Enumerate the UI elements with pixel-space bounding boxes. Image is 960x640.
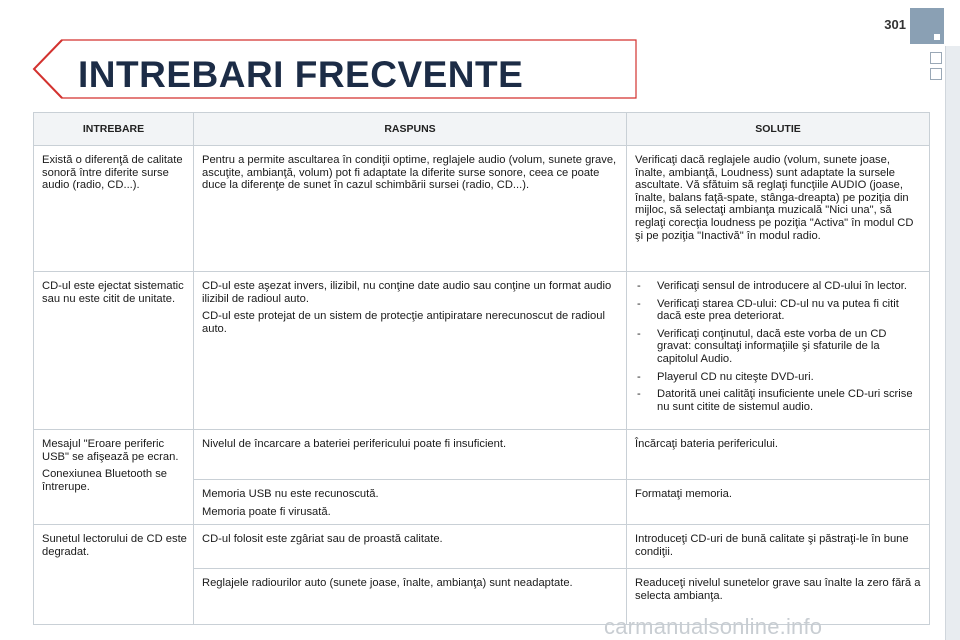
list-item: - Datorită unei calităţi insuficiente unele CD-uri scrise nu sunt citite de sistemul audio.: [635, 388, 923, 413]
solution-cell: [627, 430, 930, 480]
answer-text: CD-ul este protejat de un sistem de protecţie antipiratare nerecunoscut de radioul auto.: [202, 310, 605, 335]
solution-text: Verificaţi dacă reglajele audio (volum, sunete joase, înalte, ambianţă, Loudness) sunt adaptate la sursele ascultate. Vă sfătuim să reglaţi funcţiile AUDIO (joase, înalte, balans faţă-spate, stânga-dreapta) pe poziţia din mijloc, să selectaţi ambianţa muzicală "Nici una", să reglaţi corecţia loudness pe poziţia "Activa" în modul CD şi pe poziţia "Inactivă" în modul radio.: [635, 154, 914, 242]
question-text: Există o diferenţă de calitate sonoră între diferite surse audio (radio, CD...).: [42, 154, 183, 192]
header-question: INTREBARE: [34, 113, 194, 146]
answer-cell: [194, 525, 627, 569]
faq-table: [33, 112, 930, 625]
answer-cell: [194, 146, 627, 272]
answer-text: Memoria poate fi virusată.: [202, 505, 331, 518]
solution-text: Formataţi memoria.: [635, 488, 732, 500]
answer-cell: [194, 272, 627, 430]
page-number: 301: [884, 17, 906, 32]
list-item: - Verificaţi sensul de introducere al CD-ului în lector.: [635, 280, 923, 293]
solution-cell: [627, 272, 930, 430]
solution-text: Readuceţi nivelul sunetelor grave sau înalte la zero fără a selecta ambianţa.: [635, 577, 921, 602]
side-bar: [945, 46, 960, 640]
answer-text: Pentru a permite ascultarea în condiţii optime, reglajele audio (volum, sunete grave, ascuţite, ambianţă, volum) pot fi adaptate la diferite surse sonore, ceea ce poate duce la diferenţe de sunet în cazul schimbării sursei (radio, CD...).: [202, 154, 617, 192]
table-row: [34, 146, 930, 272]
table-row: [34, 525, 930, 569]
question-cell: [34, 525, 194, 625]
answer-cell: [194, 569, 627, 625]
solution-text: Încărcaţi bateria perifericului.: [635, 438, 779, 450]
question-text: Sunetul lectorului de CD este degradat.: [42, 533, 187, 558]
answer-text: CD-ul folosit este zgâriat sau de proastă calitate.: [202, 533, 443, 546]
answer-text: CD-ul este aşezat invers, ilizibil, nu conţine date audio sau conţine un format audio ilizibil de radioul auto.: [202, 280, 612, 305]
nav-square-2: [930, 68, 942, 80]
header-solution: SOLUTIE: [627, 113, 930, 146]
list-item: - Playerul CD nu citeşte DVD-uri.: [635, 371, 923, 384]
table-row: [34, 272, 930, 430]
table-row: [34, 430, 930, 480]
solution-cell: [627, 525, 930, 569]
answer-cell: [194, 480, 627, 525]
answer-text: Nivelul de încarcare a bateriei perifericului poate fi insuficient.: [202, 438, 507, 450]
watermark: carmanualsonline.info: [604, 614, 823, 639]
tab-marker: [934, 34, 940, 40]
table-header-row: [34, 113, 930, 146]
chapter-tab: [910, 8, 944, 44]
question-cell: [34, 146, 194, 272]
nav-square-1: [930, 52, 942, 64]
solution-cell: [627, 146, 930, 272]
answer-text: Reglajele radiourilor auto (sunete joase, înalte, ambianţa) sunt neadaptate.: [202, 577, 573, 590]
question-text: Conexiunea Bluetooth se întrerupe.: [42, 468, 168, 493]
question-cell: [34, 430, 194, 525]
solution-cell: [627, 480, 930, 525]
list-item: - Verificaţi conţinutul, dacă este vorba de un CD gravat: consultaţi informaţiile şi sfaturile de la capitolul Audio.: [635, 328, 923, 366]
page-title: INTREBARI FRECVENTE: [78, 54, 524, 95]
solution-list: [635, 280, 923, 413]
answer-text: Memoria USB nu este recunoscută.: [202, 488, 379, 500]
list-item: - Verificaţi starea CD-ului: CD-ul nu va putea fi citit dacă este prea deteriorat.: [635, 298, 923, 323]
solution-text: Introduceţi CD-uri de bună calitate şi păstraţi-le în bune condiţii.: [635, 533, 909, 558]
question-cell: [34, 272, 194, 430]
question-text: Mesajul "Eroare periferic USB" se afişează pe ecran.: [42, 438, 179, 463]
answer-cell: [194, 430, 627, 480]
question-text: CD-ul este ejectat sistematic sau nu este citit de unitate.: [42, 280, 184, 305]
header-answer: RASPUNS: [194, 113, 627, 146]
